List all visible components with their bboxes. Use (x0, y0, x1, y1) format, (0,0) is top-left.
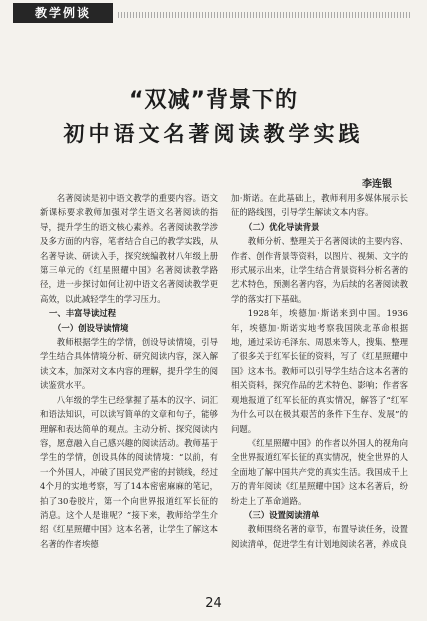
body-paragraph: 1928年，埃德加·斯诺来到中国。1936年，埃德加·斯诺实地考察我国陕北革命根据地，通过采访毛泽东、周恩来等人，搜集、整理了很多关于红军长征的资料，写了《红星照耀中国》这本书。教师可以引导学生结合这本名著的相关资料，探究作品的艺术特色、影响；作者客观地报道了红军长征的真实情况，解答了“红军为什么可以在极其艰苦的条件下生存、发展”的问题。 (231, 308, 408, 434)
body-paragraph: 《红星照耀中国》的作者以外国人的视角向全世界报道红军长征的真实情况，使全世界的人全面地了解中国共产党的真实生活。我国成千上万的青年阅读《红星照耀中国》这本名著后，纷纷走上了革命道路。 (231, 437, 408, 506)
body-paragraph: 八年级的学生已经掌握了基本的汉字、词汇和语法知识，可以读写简单的文章和句子，能够理解和表达简单的观点。主动分析、探究阅读内容，愿意融入自己感兴趣的阅读活动。教师基于学生的学情，创设具体的阅读情境：“以前，有一个外国人，冲破了国民党严密的封锁线，经过4个月的实地考察，写了14本密密麻麻的笔记，拍了30卷胶片，第一个向世界报道红军长征的消息。这个人是谁呢？”接下来，教师给学生介绍《红星照耀中国》这本名著，让学生了解这本名著的作者埃德 (40, 394, 218, 549)
body-paragraph: 教师围绕名著的章节，布置导读任务，设置阅读清单，促进学生有计划地阅读名著，养成良 (231, 524, 408, 549)
left-column (40, 191, 218, 551)
intro-paragraph: 名著阅读是初中语文教学的重要内容。语文新课标要求教师加强对学生语文名著阅读的指导，提升学生的语文核心素养。名著阅读教学涉及多方面的内容，笔者结合自己的教学实践，从名著导读、研读入手，探究统编教材八年级上册第三单元的《红星照耀中国》名著阅读教学路径，进一步探讨如何让初中语文名著阅读教学更高效，以此减轻学生的学习压力。 (40, 193, 218, 304)
header-rule (118, 12, 410, 18)
section-heading: 一、丰富导读过程 (49, 308, 116, 319)
subsection-heading: （三）设置阅读清单 (244, 509, 320, 520)
subsection-heading: （二）优化导读背景 (244, 221, 320, 232)
header-bar (0, 0, 427, 30)
right-column (231, 191, 408, 551)
body-paragraph: 教师根据学生的学情，创设导读情境，引导学生结合具体情境分析、研究阅读内容，深入解读文本，加深对文本内容的理解，提升学生的阅读鉴赏水平。 (40, 337, 218, 391)
section-label: 教学例谈 (13, 3, 113, 23)
body-paragraph: 教师分析、整理关于名著阅读的主要内容、作者、创作背景等资料，以图片、视频、文字的形式展示出来，让学生结合背景资料分析名著的艺术特色，预测名著内容，为后续的名著阅读教学的落实打下基础。 (231, 236, 408, 304)
subsection-heading: （一）创设导读情境 (53, 322, 129, 333)
body-paragraph-continued: 加·斯诺。在此基础上，教师利用多媒体展示长征的路线图，引导学生解读文本内容。 (231, 193, 408, 218)
article-title-line2: 初中语文名著阅读教学实践 (63, 121, 364, 146)
article-title-line1: “双减”背景下的 (129, 88, 298, 113)
author-name: 李连银 (362, 179, 392, 190)
page-number: 24 (205, 596, 222, 611)
